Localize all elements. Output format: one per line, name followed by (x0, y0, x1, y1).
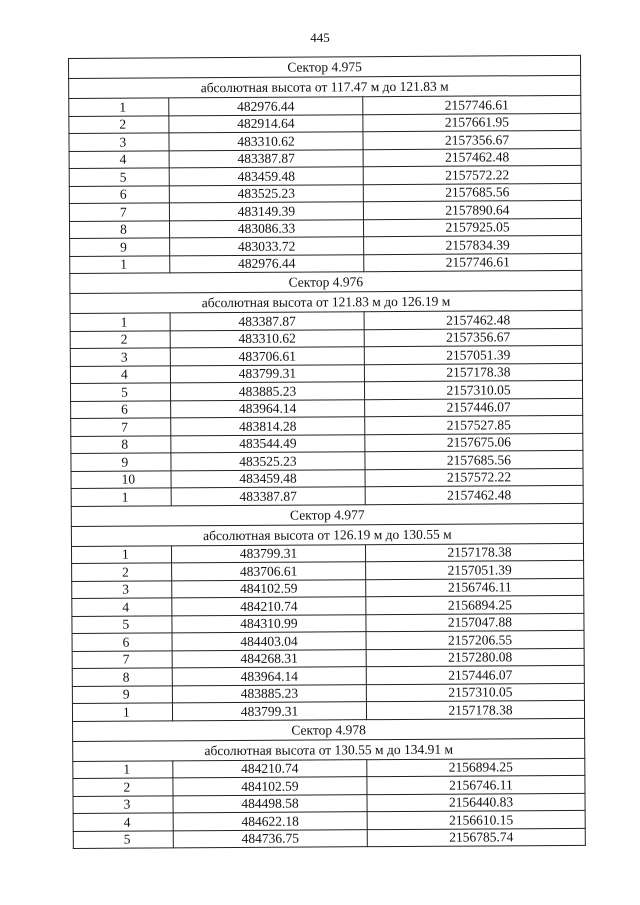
point-number: 9 (71, 453, 171, 471)
point-number: 1 (69, 98, 169, 116)
x-coordinate: 484498.58 (173, 794, 367, 813)
y-coordinate: 2156746.11 (367, 775, 585, 794)
point-number: 10 (71, 470, 171, 488)
x-coordinate: 483459.48 (169, 167, 363, 186)
point-number: 3 (69, 133, 169, 151)
x-coordinate: 484102.59 (172, 579, 366, 598)
y-coordinate: 2157051.39 (364, 345, 582, 364)
x-coordinate: 483149.39 (169, 202, 363, 221)
x-coordinate: 483799.31 (171, 544, 365, 563)
x-coordinate: 484210.74 (172, 597, 366, 616)
point-number: 5 (70, 383, 170, 401)
y-coordinate: 2157356.67 (364, 328, 582, 347)
y-coordinate: 2156440.83 (367, 793, 585, 812)
x-coordinate: 483310.62 (170, 329, 364, 348)
point-number: 4 (70, 365, 170, 383)
y-coordinate: 2156746.11 (366, 578, 584, 597)
coordinates-table-body (69, 55, 586, 848)
coordinates-table (68, 55, 586, 849)
y-coordinate: 2157746.61 (364, 253, 582, 272)
x-coordinate: 483799.31 (170, 364, 364, 383)
point-number: 7 (72, 650, 172, 668)
y-coordinate: 2157178.38 (365, 543, 583, 562)
y-coordinate: 2157462.48 (363, 148, 581, 167)
y-coordinate: 2157685.56 (363, 183, 581, 202)
point-number: 5 (69, 168, 169, 186)
x-coordinate: 483706.61 (170, 347, 364, 366)
y-coordinate: 2157746.61 (363, 95, 581, 114)
y-coordinate: 2157446.07 (366, 665, 584, 684)
x-coordinate: 483525.23 (169, 184, 363, 203)
point-number: 9 (72, 685, 172, 703)
point-number: 4 (72, 598, 172, 616)
point-number: 1 (71, 545, 171, 563)
point-number: 8 (72, 668, 172, 686)
y-coordinate: 2156894.25 (367, 758, 585, 777)
x-coordinate: 483033.72 (170, 237, 364, 256)
point-number: 3 (72, 580, 172, 598)
x-coordinate: 484403.04 (172, 632, 366, 651)
x-coordinate: 484210.74 (173, 759, 367, 778)
x-coordinate: 483706.61 (172, 562, 366, 581)
y-coordinate: 2157446.07 (365, 398, 583, 417)
point-number: 7 (69, 203, 169, 221)
y-coordinate: 2157178.38 (364, 363, 582, 382)
point-number: 3 (73, 795, 173, 813)
y-coordinate: 2157527.85 (365, 415, 583, 434)
sector-title: Сектор 4.975 (69, 55, 581, 78)
x-coordinate: 483544.49 (171, 434, 365, 453)
point-number: 9 (70, 238, 170, 256)
y-coordinate: 2156610.15 (367, 810, 585, 829)
point-number: 2 (73, 778, 173, 796)
point-number: 6 (69, 185, 169, 203)
y-coordinate: 2157280.08 (366, 648, 584, 667)
point-number: 5 (72, 615, 172, 633)
x-coordinate: 483459.48 (171, 469, 365, 488)
y-coordinate: 2157047.88 (366, 613, 584, 632)
y-coordinate: 2157206.55 (366, 630, 584, 649)
point-number: 3 (70, 348, 170, 366)
point-number: 2 (70, 330, 170, 348)
x-coordinate: 482976.44 (169, 97, 363, 116)
x-coordinate: 484310.99 (172, 614, 366, 633)
table-row (73, 828, 585, 849)
page-number: 445 (310, 30, 330, 45)
x-coordinate: 483964.14 (171, 399, 365, 418)
y-coordinate: 2157051.39 (366, 560, 584, 579)
sector-altitude-range: абсолютная высота от 117.47 м до 121.83 м (69, 75, 581, 98)
coordinates-sheet (68, 55, 585, 849)
x-coordinate: 483310.62 (169, 132, 363, 151)
point-number: 1 (70, 313, 170, 331)
sector-title: Сектор 4.977 (71, 503, 583, 526)
y-coordinate: 2157661.95 (363, 113, 581, 132)
x-coordinate: 483387.87 (171, 487, 365, 506)
y-coordinate: 2157572.22 (365, 468, 583, 487)
y-coordinate: 2157572.22 (363, 165, 581, 184)
x-coordinate: 483885.23 (170, 382, 364, 401)
y-coordinate: 2157462.48 (364, 310, 582, 329)
x-coordinate: 483525.23 (171, 452, 365, 471)
point-number: 5 (73, 830, 173, 848)
x-coordinate: 483885.23 (172, 684, 366, 703)
point-number: 6 (72, 633, 172, 651)
x-coordinate: 483799.31 (172, 702, 366, 721)
x-coordinate: 484268.31 (172, 649, 366, 668)
x-coordinate: 484622.18 (173, 812, 367, 831)
point-number: 8 (71, 435, 171, 453)
point-number: 8 (69, 220, 169, 238)
sector-altitude-range: абсолютная высота от 130.55 м до 134.91 м (73, 738, 585, 761)
y-coordinate: 2156785.74 (367, 828, 585, 847)
point-number: 1 (72, 703, 172, 721)
y-coordinate: 2157178.38 (366, 700, 584, 719)
point-number: 1 (70, 255, 170, 273)
x-coordinate: 482914.64 (169, 114, 363, 133)
sector-altitude-range: абсолютная высота от 121.83 м до 126.19 м (70, 290, 582, 313)
y-coordinate: 2157462.48 (365, 485, 583, 504)
point-number: 7 (71, 418, 171, 436)
x-coordinate: 483086.33 (169, 219, 363, 238)
sector-title: Сектор 4.978 (73, 718, 585, 741)
sector-altitude-range: абсолютная высота от 126.19 м до 130.55 м (71, 523, 583, 546)
x-coordinate: 484102.59 (173, 777, 367, 796)
y-coordinate: 2157834.39 (364, 235, 582, 254)
x-coordinate: 482976.44 (170, 254, 364, 273)
x-coordinate: 483964.14 (172, 667, 366, 686)
point-number: 2 (72, 563, 172, 581)
y-coordinate: 2157675.06 (365, 433, 583, 452)
point-number: 1 (71, 488, 171, 506)
x-coordinate: 483814.28 (171, 417, 365, 436)
point-number: 4 (69, 150, 169, 168)
x-coordinate: 484736.75 (173, 829, 367, 848)
x-coordinate: 483387.87 (169, 149, 363, 168)
y-coordinate: 2157890.64 (363, 200, 581, 219)
sector-title: Сектор 4.976 (70, 270, 582, 293)
y-coordinate: 2157685.56 (365, 450, 583, 469)
point-number: 1 (73, 760, 173, 778)
point-number: 6 (71, 400, 171, 418)
y-coordinate: 2157310.05 (364, 380, 582, 399)
x-coordinate: 483387.87 (170, 312, 364, 331)
y-coordinate: 2157925.05 (363, 218, 581, 237)
y-coordinate: 2156894.25 (366, 595, 584, 614)
point-number: 4 (73, 813, 173, 831)
y-coordinate: 2157356.67 (363, 130, 581, 149)
y-coordinate: 2157310.05 (366, 683, 584, 702)
point-number: 2 (69, 115, 169, 133)
